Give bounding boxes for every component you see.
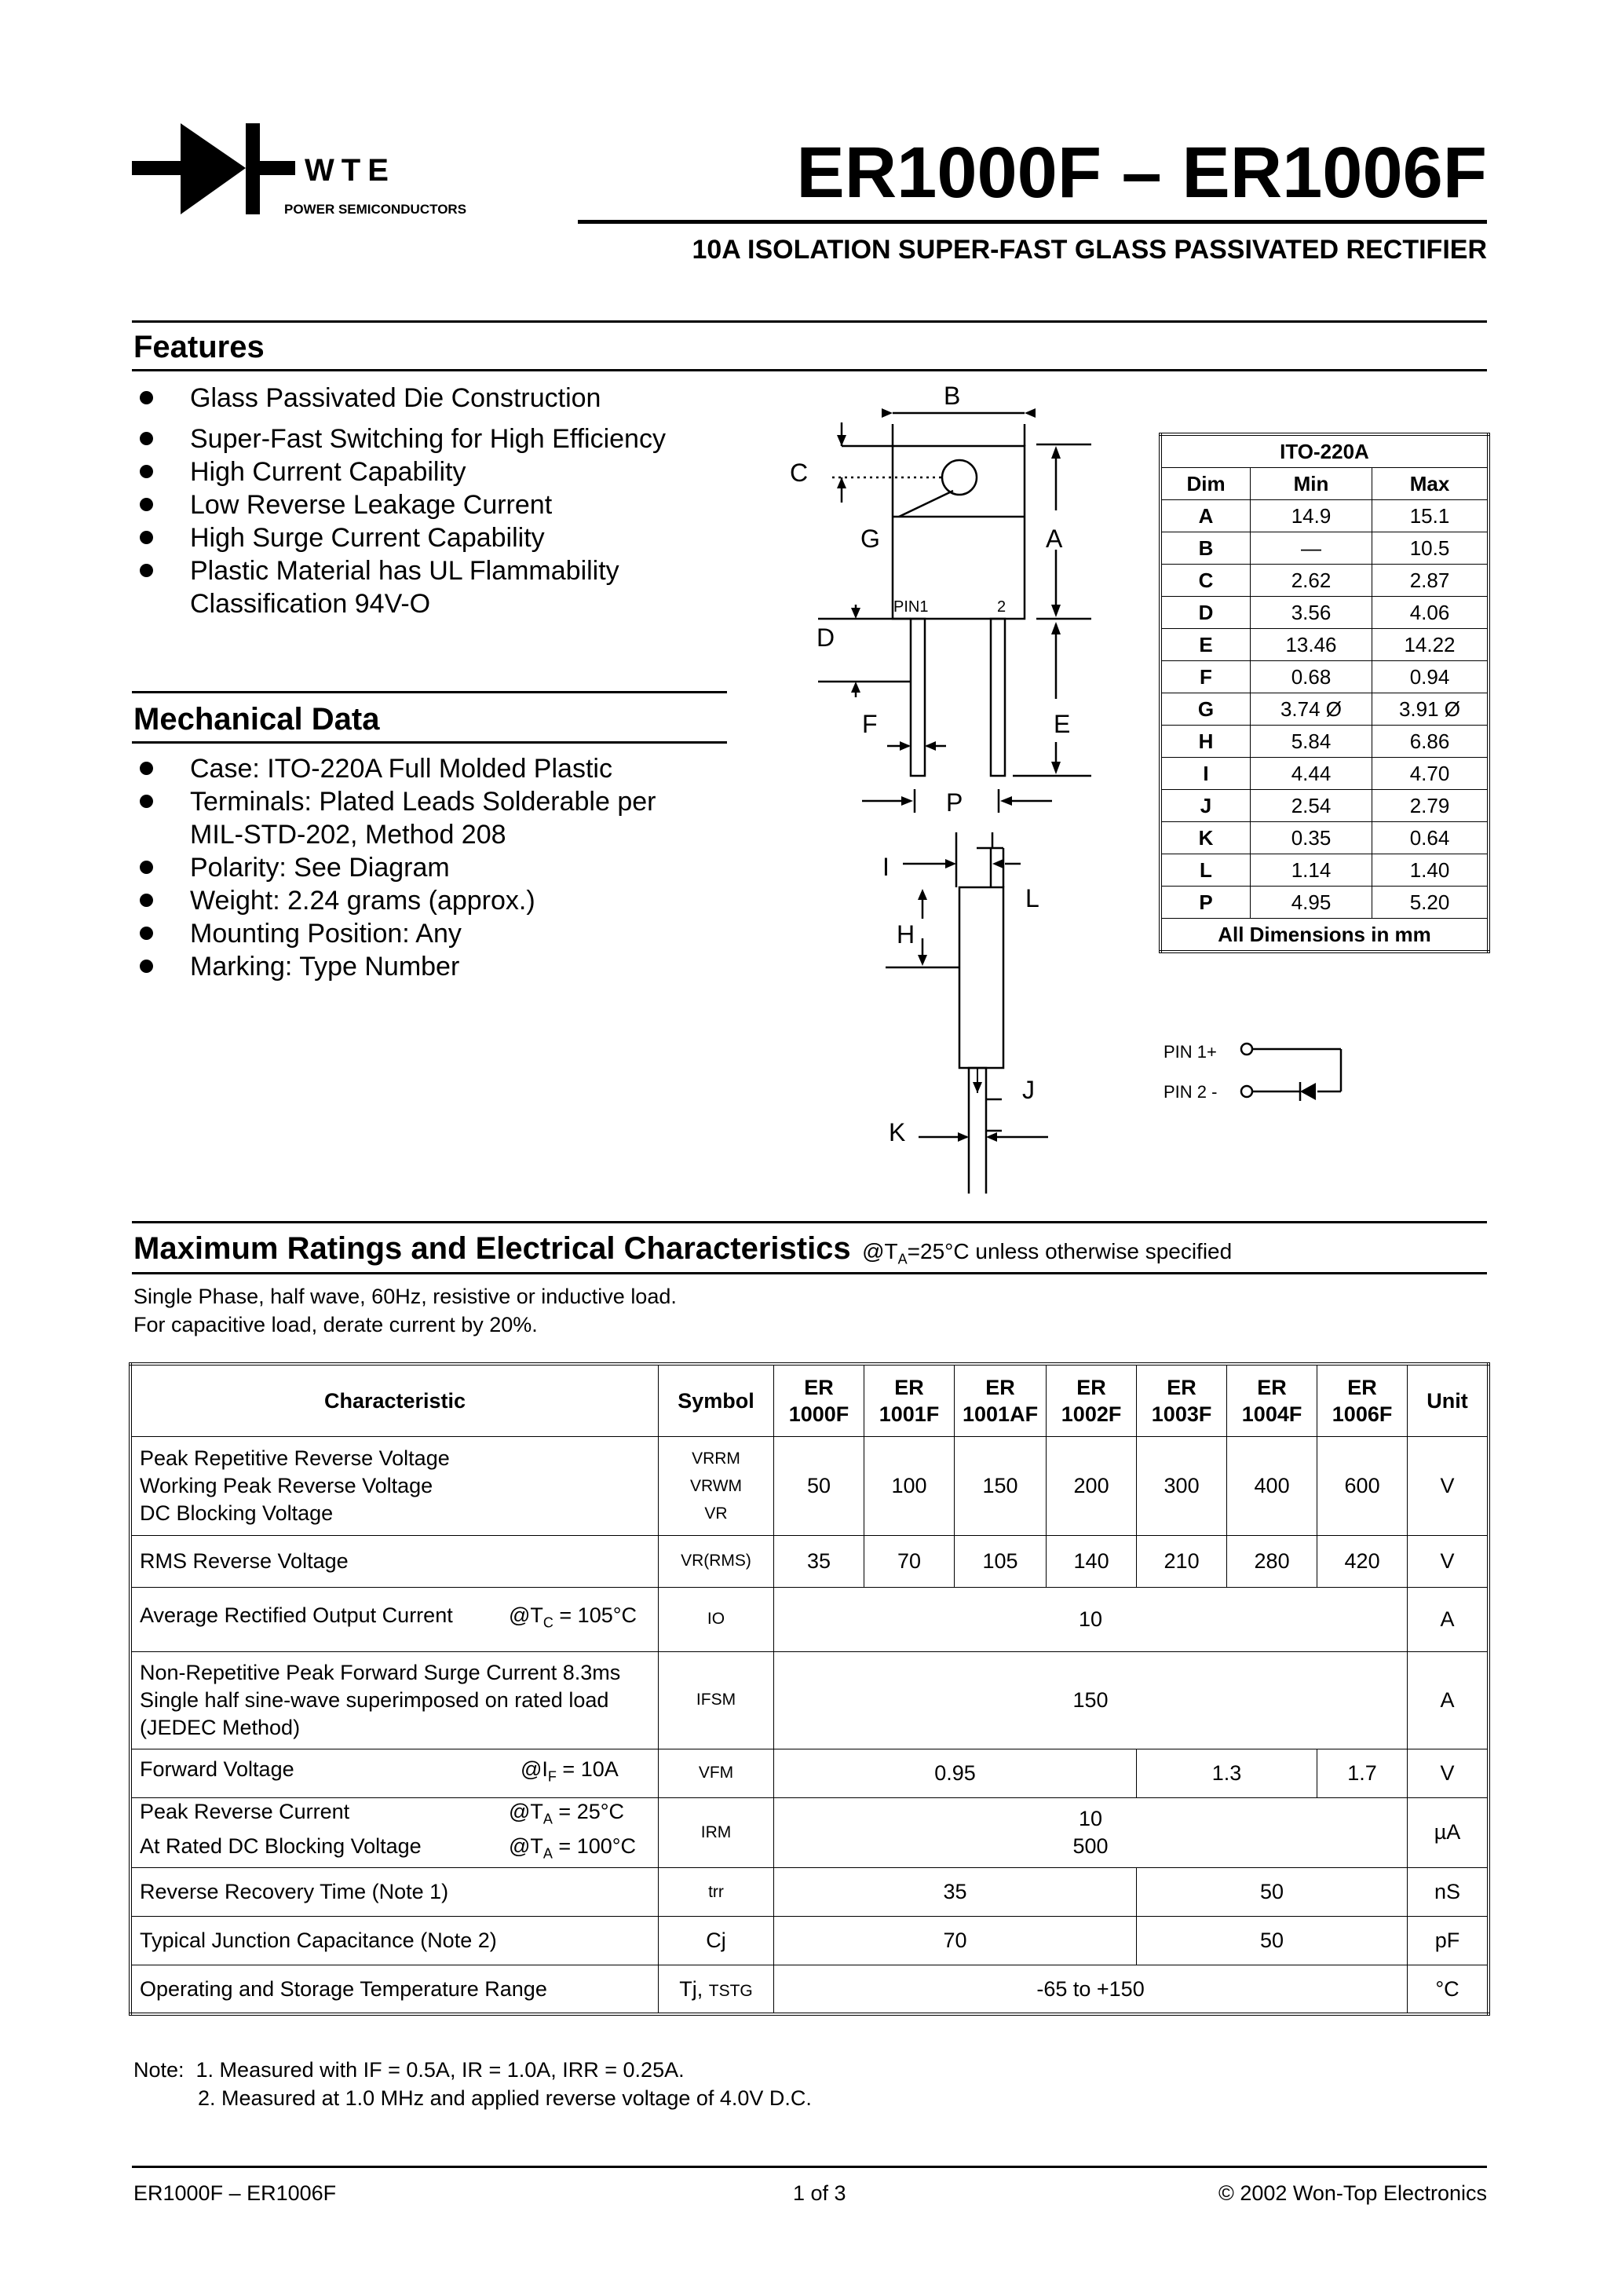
dim-cell: A bbox=[1160, 500, 1251, 532]
part-header bbox=[1137, 1364, 1227, 1436]
condition bbox=[521, 1757, 619, 1785]
value-cell: 420 bbox=[1317, 1535, 1408, 1587]
features-title: Features bbox=[133, 330, 265, 364]
pin1-label: PIN1 bbox=[893, 598, 929, 616]
char-line: At Rated DC Blocking Voltage bbox=[140, 1834, 422, 1858]
table-row bbox=[130, 1797, 1489, 1868]
part-number: 1003F bbox=[1151, 1402, 1212, 1426]
unit-cell: V bbox=[1408, 1535, 1489, 1587]
part-header bbox=[955, 1364, 1047, 1436]
part-prefix: ER bbox=[1347, 1375, 1377, 1399]
max-cell: 10.5 bbox=[1372, 532, 1489, 565]
part-header bbox=[1317, 1364, 1408, 1436]
feature-item: Glass Passivated Die Construction bbox=[133, 382, 746, 415]
table-row bbox=[1160, 822, 1489, 854]
table-row bbox=[1160, 565, 1489, 597]
char-line: DC Blocking Voltage bbox=[140, 1501, 334, 1525]
dim-label-d: D bbox=[816, 623, 835, 652]
min-cell: 14.9 bbox=[1251, 500, 1372, 532]
value-cell: 200 bbox=[1047, 1436, 1137, 1535]
title-rule bbox=[578, 220, 1487, 224]
max-cell: 2.87 bbox=[1372, 565, 1489, 597]
dim-cell: P bbox=[1160, 887, 1251, 919]
dim-cell: J bbox=[1160, 790, 1251, 822]
unit-cell: V bbox=[1408, 1436, 1489, 1535]
value-cell: 100 bbox=[864, 1436, 955, 1535]
value-cell: 50 bbox=[1137, 1868, 1408, 1917]
value-line: 10 bbox=[1079, 1806, 1103, 1830]
mechanical-title: Mechanical Data bbox=[133, 702, 380, 737]
char-line: Average Rectified Output Current bbox=[140, 1603, 453, 1627]
part-prefix: ER bbox=[1257, 1375, 1287, 1399]
value-line: 500 bbox=[1072, 1834, 1109, 1858]
dim-label-f: F bbox=[862, 710, 878, 738]
unit-header: Unit bbox=[1408, 1364, 1489, 1436]
unit-cell: A bbox=[1408, 1651, 1489, 1749]
mechanical-item: Marking: Type Number bbox=[133, 950, 746, 983]
table-row bbox=[130, 1535, 1489, 1587]
table-row bbox=[1160, 629, 1489, 661]
cond-pre: @I bbox=[521, 1757, 548, 1781]
mechanical-item: Terminals: Plated Leads Solderable per bbox=[133, 785, 746, 818]
symbol-line: VR bbox=[704, 1504, 728, 1523]
char-line: Working Peak Reverse Voltage bbox=[140, 1473, 433, 1497]
table-row bbox=[1160, 854, 1489, 887]
table-row bbox=[130, 1587, 1489, 1651]
condition bbox=[509, 1603, 637, 1631]
mechanical-item: Case: ITO-220A Full Molded Plastic bbox=[133, 752, 746, 785]
feature-item: High Current Capability bbox=[133, 455, 746, 488]
dim-cell: L bbox=[1160, 854, 1251, 887]
min-cell: 13.46 bbox=[1251, 629, 1372, 661]
char-line: Peak Reverse Current bbox=[140, 1799, 350, 1823]
value-cell: 210 bbox=[1137, 1535, 1227, 1587]
table-row bbox=[1160, 500, 1489, 532]
dim-cell: I bbox=[1160, 758, 1251, 790]
dim-cell: C bbox=[1160, 565, 1251, 597]
ratings-table bbox=[129, 1362, 1490, 2016]
dim-label-a: A bbox=[1046, 525, 1063, 553]
value-cell: 10 bbox=[774, 1587, 1408, 1651]
cond-post: = 105°C bbox=[553, 1603, 637, 1627]
max-cell: 3.91 Ø bbox=[1372, 693, 1489, 726]
mechanical-item: Polarity: See Diagram bbox=[133, 851, 746, 884]
note-1: Note: 1. Measured with IF = 0.5A, IR = 1.0A, IRR = 0.25A. bbox=[133, 2058, 685, 2082]
pin-diagram-pin2-label: PIN 2 - bbox=[1164, 1082, 1218, 1102]
characteristic-cell bbox=[130, 1749, 659, 1797]
page-subtitle: 10A ISOLATION SUPER-FAST GLASS PASSIVATED RECTIFIER bbox=[692, 235, 1487, 265]
char-line: (JEDEC Method) bbox=[140, 1715, 301, 1739]
max-cell: 6.86 bbox=[1372, 726, 1489, 758]
min-header: Min bbox=[1251, 468, 1372, 500]
value-cell: 35 bbox=[774, 1535, 864, 1587]
ratings-title-line bbox=[133, 1230, 1232, 1278]
min-cell: 2.54 bbox=[1251, 790, 1372, 822]
table-row bbox=[130, 1436, 1489, 1535]
cond-sub: A bbox=[542, 1810, 553, 1826]
max-cell: 4.70 bbox=[1372, 758, 1489, 790]
footer-rule bbox=[132, 2166, 1487, 2168]
max-cell: 5.20 bbox=[1372, 887, 1489, 919]
value-cell: 600 bbox=[1317, 1436, 1408, 1535]
mechanical-item-continuation: MIL-STD-202, Method 208 bbox=[190, 820, 506, 850]
characteristic-header: Characteristic bbox=[130, 1364, 659, 1436]
value-cell bbox=[774, 1797, 1408, 1868]
brand-subtitle: POWER SEMICONDUCTORS bbox=[284, 202, 467, 217]
table-row bbox=[130, 1965, 1489, 2014]
symbol-cell bbox=[659, 1965, 774, 2014]
table-row bbox=[130, 1749, 1489, 1797]
part-prefix: ER bbox=[1076, 1375, 1106, 1399]
package-name: ITO-220A bbox=[1160, 434, 1489, 468]
part-prefix: ER bbox=[804, 1375, 834, 1399]
char-line: Single half sine-wave superimposed on rated load bbox=[140, 1687, 609, 1712]
char-line: Peak Repetitive Reverse Voltage bbox=[140, 1446, 450, 1470]
cond-sub: A bbox=[542, 1845, 553, 1862]
value-cell: 280 bbox=[1227, 1535, 1317, 1587]
dim-cell: F bbox=[1160, 661, 1251, 693]
unit-cell: µA bbox=[1408, 1797, 1489, 1868]
max-cell: 4.06 bbox=[1372, 597, 1489, 629]
min-cell: 0.35 bbox=[1251, 822, 1372, 854]
symbol-cell: VFM bbox=[659, 1749, 774, 1797]
part-header bbox=[1047, 1364, 1137, 1436]
dim-cell: D bbox=[1160, 597, 1251, 629]
dim-label-k: K bbox=[889, 1118, 906, 1146]
value-cell: 70 bbox=[774, 1917, 1137, 1965]
features-list bbox=[133, 382, 746, 620]
value-cell: 50 bbox=[774, 1436, 864, 1535]
package-outline-drawing bbox=[777, 377, 1107, 1194]
characteristic-cell: Operating and Storage Temperature Range bbox=[130, 1965, 659, 2014]
max-cell: 2.79 bbox=[1372, 790, 1489, 822]
ratings-rule-bottom bbox=[132, 1272, 1487, 1274]
feature-item: Super-Fast Switching for High Efficiency bbox=[133, 422, 746, 455]
brand-name: WTE bbox=[305, 153, 396, 188]
mechanical-item: Mounting Position: Any bbox=[133, 917, 746, 950]
table-row bbox=[1160, 887, 1489, 919]
symbol-line: VRRM bbox=[692, 1449, 740, 1468]
table-row bbox=[130, 1651, 1489, 1749]
min-cell: 3.56 bbox=[1251, 597, 1372, 629]
pin-diagram-pin1-label: PIN 1+ bbox=[1164, 1042, 1217, 1062]
footer-part-range: ER1000F – ER1006F bbox=[133, 2181, 337, 2205]
dim-label-b: B bbox=[944, 382, 961, 410]
max-cell: 1.40 bbox=[1372, 854, 1489, 887]
symbol-cell: IFSM bbox=[659, 1651, 774, 1749]
condition bbox=[509, 1799, 625, 1826]
part-prefix: ER bbox=[894, 1375, 924, 1399]
ratings-title: Maximum Ratings and Electrical Characteristics bbox=[133, 1231, 851, 1266]
cond-post: = 25°C bbox=[552, 1799, 625, 1823]
table-row bbox=[1160, 597, 1489, 629]
dimensions-table bbox=[1159, 433, 1490, 953]
table-row bbox=[1160, 693, 1489, 726]
table-row bbox=[1160, 661, 1489, 693]
ratings-rule-top bbox=[132, 1221, 1487, 1223]
char-line: Forward Voltage bbox=[140, 1757, 294, 1781]
symbol-header: Symbol bbox=[659, 1364, 774, 1436]
dim-label-p: P bbox=[946, 788, 963, 817]
char-line: Non-Repetitive Peak Forward Surge Current 8.3ms bbox=[140, 1660, 621, 1684]
unit-cell: A bbox=[1408, 1587, 1489, 1651]
mechanical-rule-top bbox=[132, 691, 727, 693]
dim-label-g: G bbox=[860, 525, 880, 553]
part-prefix: ER bbox=[1167, 1375, 1196, 1399]
characteristic-cell bbox=[130, 1436, 659, 1535]
cond-pre: @T bbox=[509, 1834, 543, 1858]
feature-item: High Surge Current Capability bbox=[133, 521, 746, 554]
value-cell: 70 bbox=[864, 1535, 955, 1587]
footer-page-number: 1 of 3 bbox=[793, 2181, 846, 2205]
part-header bbox=[774, 1364, 864, 1436]
symbol-line: VRWM bbox=[689, 1476, 743, 1495]
min-cell: 2.62 bbox=[1251, 565, 1372, 597]
dim-label-l: L bbox=[1025, 884, 1039, 912]
ratings-note-1: Single Phase, half wave, 60Hz, resistive or inductive load. bbox=[133, 1285, 677, 1308]
value-cell: 105 bbox=[955, 1535, 1047, 1587]
value-cell: 1.7 bbox=[1317, 1749, 1408, 1797]
cond-pre: @T bbox=[509, 1603, 543, 1627]
characteristic-cell: RMS Reverse Voltage bbox=[130, 1535, 659, 1587]
cond-prefix: @T bbox=[862, 1239, 898, 1263]
feature-item: Low Reverse Leakage Current bbox=[133, 488, 746, 521]
cond-pre: @T bbox=[509, 1799, 543, 1823]
symbol-cell: IRM bbox=[659, 1797, 774, 1868]
part-number: 1000F bbox=[788, 1402, 849, 1426]
max-cell: 0.94 bbox=[1372, 661, 1489, 693]
value-cell: 400 bbox=[1227, 1436, 1317, 1535]
symbol-cell: trr bbox=[659, 1868, 774, 1917]
dim-cell: B bbox=[1160, 532, 1251, 565]
feature-item: Plastic Material has UL Flammability bbox=[133, 554, 746, 587]
value-cell: 140 bbox=[1047, 1535, 1137, 1587]
table-row bbox=[1160, 726, 1489, 758]
characteristic-cell: Typical Junction Capacitance (Note 2) bbox=[130, 1917, 659, 1965]
characteristic-cell bbox=[130, 1797, 659, 1868]
dim-label-i: I bbox=[882, 853, 890, 881]
ratings-condition bbox=[862, 1239, 1233, 1267]
value-cell: 35 bbox=[774, 1868, 1137, 1917]
max-cell: 0.64 bbox=[1372, 822, 1489, 854]
min-cell: 4.95 bbox=[1251, 887, 1372, 919]
mechanical-list bbox=[133, 752, 746, 983]
min-cell: 4.44 bbox=[1251, 758, 1372, 790]
features-rule-bottom bbox=[132, 369, 1487, 371]
part-number: 1001F bbox=[879, 1402, 940, 1426]
cond-sub: F bbox=[547, 1768, 557, 1785]
condition bbox=[509, 1834, 637, 1862]
unit-cell: nS bbox=[1408, 1868, 1489, 1917]
cond-suffix: =25°C unless otherwise specified bbox=[907, 1239, 1233, 1263]
table-row bbox=[1160, 758, 1489, 790]
symbol-part: Tj, bbox=[679, 1976, 709, 2001]
cond-post: = 100°C bbox=[552, 1834, 637, 1858]
cond-post: = 10A bbox=[556, 1757, 619, 1781]
value-cell: 0.95 bbox=[774, 1749, 1137, 1797]
value-cell: 150 bbox=[955, 1436, 1047, 1535]
symbol-cell: VR(RMS) bbox=[659, 1535, 774, 1587]
max-cell: 14.22 bbox=[1372, 629, 1489, 661]
mechanical-rule-bottom bbox=[132, 741, 727, 744]
dim-cell: E bbox=[1160, 629, 1251, 661]
characteristic-cell bbox=[130, 1651, 659, 1749]
table-row bbox=[130, 1917, 1489, 1965]
max-header: Max bbox=[1372, 468, 1489, 500]
value-cell: 50 bbox=[1137, 1917, 1408, 1965]
table-row bbox=[1160, 532, 1489, 565]
value-cell: 1.3 bbox=[1137, 1749, 1317, 1797]
part-prefix: ER bbox=[985, 1375, 1015, 1399]
part-number: 1004F bbox=[1241, 1402, 1302, 1426]
dim-cell: G bbox=[1160, 693, 1251, 726]
dim-header: Dim bbox=[1160, 468, 1251, 500]
min-cell: 0.68 bbox=[1251, 661, 1372, 693]
dim-cell: K bbox=[1160, 822, 1251, 854]
min-cell: 1.14 bbox=[1251, 854, 1372, 887]
table-row bbox=[1160, 790, 1489, 822]
part-number: 1001AF bbox=[963, 1402, 1039, 1426]
part-header bbox=[1227, 1364, 1317, 1436]
wte-logo-icon bbox=[132, 122, 297, 220]
symbol-cell: IO bbox=[659, 1587, 774, 1651]
part-header bbox=[864, 1364, 955, 1436]
unit-cell: °C bbox=[1408, 1965, 1489, 2014]
dimensions-footer: All Dimensions in mm bbox=[1160, 919, 1489, 952]
cond-sub: A bbox=[897, 1251, 908, 1267]
dim-label-c: C bbox=[790, 459, 809, 487]
feature-item-continuation: Classification 94V-O bbox=[190, 589, 431, 619]
value-cell: 150 bbox=[774, 1651, 1408, 1749]
unit-cell: pF bbox=[1408, 1917, 1489, 1965]
mechanical-item: Weight: 2.24 grams (approx.) bbox=[133, 884, 746, 917]
symbol-cell: Cj bbox=[659, 1917, 774, 1965]
min-cell: 3.74 Ø bbox=[1251, 693, 1372, 726]
min-cell: — bbox=[1251, 532, 1372, 565]
footer-copyright: © 2002 Won-Top Electronics bbox=[1218, 2181, 1487, 2205]
value-cell: -65 to +150 bbox=[774, 1965, 1408, 2014]
features-rule-top bbox=[132, 320, 1487, 323]
part-number: 1006F bbox=[1332, 1402, 1393, 1426]
symbol-cell bbox=[659, 1436, 774, 1535]
part-number: 1002F bbox=[1061, 1402, 1122, 1426]
note-2: 2. Measured at 1.0 MHz and applied reverse voltage of 4.0V D.C. bbox=[198, 2086, 812, 2110]
table-row bbox=[130, 1868, 1489, 1917]
value-cell: 300 bbox=[1137, 1436, 1227, 1535]
dim-cell: H bbox=[1160, 726, 1251, 758]
dim-label-j: J bbox=[1022, 1076, 1035, 1104]
cond-sub: C bbox=[542, 1614, 553, 1631]
page-title: ER1000F – ER1006F bbox=[796, 133, 1487, 213]
characteristic-cell: Reverse Recovery Time (Note 1) bbox=[130, 1868, 659, 1917]
pin-diagram-diode-icon bbox=[1233, 1035, 1350, 1106]
dim-label-h: H bbox=[897, 920, 915, 949]
min-cell: 5.84 bbox=[1251, 726, 1372, 758]
dim-label-e: E bbox=[1054, 710, 1071, 738]
unit-cell: V bbox=[1408, 1749, 1489, 1797]
ratings-note-2: For capacitive load, derate current by 20%. bbox=[133, 1313, 538, 1336]
characteristic-cell bbox=[130, 1587, 659, 1651]
pin2-label: 2 bbox=[997, 598, 1006, 616]
symbol-part: TSTG bbox=[708, 1981, 753, 2000]
max-cell: 15.1 bbox=[1372, 500, 1489, 532]
